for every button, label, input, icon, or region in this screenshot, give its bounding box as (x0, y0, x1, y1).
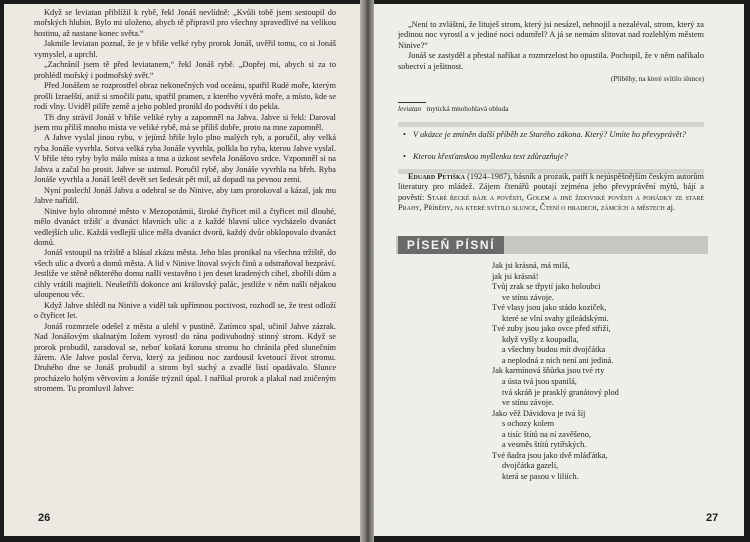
poem (492, 261, 619, 482)
section-heading: PÍSEŇ PÍSNÍ (398, 236, 504, 254)
poem-line: Jako věž Dávidova je tvá šíj (492, 408, 586, 418)
left-page (4, 4, 360, 536)
author-name: Eduard Petiška (408, 172, 466, 181)
poem-line: Tvé ňadra jsou jako dvě mláďátka, (492, 450, 608, 460)
question-item (403, 152, 699, 162)
page-number-right: 27 (706, 512, 719, 524)
paragraph: Nyní poslechl Jonáš Jahva a odebral se do Ninive, aby tam prorokoval a kázal, jak mu Jahve nařídil. (34, 185, 336, 206)
paragraph: Když Jahve shlédl na Ninive a viděl tak upřímnou poctivost, rozhodl se, že trest odloží o čtyřicet let. (34, 300, 336, 321)
paragraph: Jonáš rozmrzele odešel z města a ulehl v pustině. Zatímco spal, učinil Jahve zázrak. Nad Jonášovým skalnatým ložem vyrostl do rána podivuhodný stinný strom. Když se prorok probudil, zaradoval se, neboť košatá koruna stromu ho chránila před slunečním žárem. Ale Jahve poslal červa, který za jedinou noc zardousil kvetoucí život stromu. Druhého dne se Jonáš probudil a strom byl suchý a zvadlé listí opadávalo. Slunce procházelo holým větvovím a Jonáše trýznil úpal. I naříkal prorok a plakal nad zničeným stromem. Tu promluvil Jahve: (34, 321, 336, 394)
poem-line: ve stínu závoje. (502, 292, 554, 302)
poem-line: a tisíc štítů na ní zavěšeno, (502, 429, 591, 439)
paragraph: Ninive bylo ohromné město v Mezopotámii, široké čtyřicet mil a čtyřicet mil dlouhé, mělo dvanáct tržišť a dvanáct hlavních ulic a z každé hlavní ulice vycházelo dvanáct vedlejších ulic. Každá vedlejší ulice měla dvanáct dvorů, každý dvůr obklopovalo dvanáct domů. (34, 206, 336, 247)
poem-line: Jak karmínová šňůrka jsou tvé rty (492, 366, 605, 376)
page-number-left: 26 (38, 512, 51, 524)
paragraph: Tři dny strávil Jonáš v břiše veliké ryby a zapomněl na Jahva. Jahve si řekl: Daroval jsem mu příliš mnoho místa ve veliké rybě, má se příliš dobře, proto na mne zapomněl. (34, 112, 336, 132)
poem-line: jak jsi krásná! (492, 271, 539, 281)
book-spine (360, 0, 374, 542)
poem-line: když vyšly z koupadla, (502, 334, 579, 344)
poem-line: s ochozy kolem (502, 419, 555, 429)
bio-works: Staré řecké báje a pověsti, Golem a jiné židovské pověsti a pohádky ze staré Prahy, Příběhy, na které svítilo slunce, Čtení o hradech, zámcích a městech (398, 192, 704, 213)
poem-line: dvojčátka gazelí, (502, 461, 559, 471)
paragraph: Jonáš se zastyděl a přestal naříkat a rozmrzelost ho opustila. Pochopil, že v něm naříkalo sobectví a ješitnost. (398, 51, 704, 71)
gloss-definition: mytická mnohohlavá obluda (426, 105, 509, 113)
paragraph: Před Jonášem se rozprostřel obraz nekonečných vod oceánu, spatřil Rudé moře, kterým prošli Izraelští, aniž si smočili patu, spatřil pramen, z kterého vyvěrá moře, a místo, kde se rodí vlny. Uviděl pilíře země a jeho pohled pronikl do podsvětí i do pekla. (34, 81, 336, 112)
question-box (398, 122, 704, 174)
gloss-divider (398, 102, 426, 103)
poem-line: a neplodná z nich není ani jediná. (502, 355, 614, 365)
paragraph: „Zachránil jsem tě před leviatanem,“ řekl Jonáš rybě. „Dopřej mi, abych si za to prohlédl mořský i podmořský svět.“ (34, 60, 336, 80)
author-bio (398, 172, 704, 214)
story-ending (398, 20, 704, 85)
poem-line: a vesměs štítů rytířských. (502, 440, 587, 450)
poem-line: Tvé zuby jsou jako ovce před střiží, (492, 324, 611, 334)
bio-text: (1924–1987), básník a prozaik, patří k nejúspěšnějším českým autorům literatury pro mládež. Zájem čtenářů poutají zejména jeho převyprávění mýtů, bájí a pověstí: (398, 172, 704, 202)
question-text: V ukázce je zmíněn další příběh ze Starého zákona. Který? Umíte ho převyprávět? (413, 130, 686, 139)
right-page (374, 4, 744, 536)
poem-line: ve stínu závoje. (502, 398, 554, 408)
poem-line: Jak jsi krásná, má milá, (492, 261, 570, 270)
poem-line: tvá skráň je prasklý granátový plod (502, 387, 619, 397)
source-citation: (Příběhy, na které svítilo slunce) (610, 75, 704, 84)
paragraph: Jonáš vstoupil na tržiště a hlásal zkázu města. Jeho hlas pronikal na všechna tržiště, do všech ulic a dvorů a domů města. A lid v Ninive litoval svých činů a odstraňoval bezpráví. Jestliže ve stěně některého domu našli vestavěno i jen deset kradených cihel, zbořili dům a cihly vrátili majiteli. Neušetřili dokonce ani královský palác, jestliže v něm našli nějakou uloupenou věc. (34, 248, 336, 300)
poem-line: Tvůj zrak se třpytí jako holoubci (492, 282, 601, 292)
bullet-icon: • (403, 152, 406, 161)
glossary-note (398, 105, 508, 113)
story-text (34, 8, 336, 395)
paragraph: Jakmile leviatan poznal, že je v břiše velké ryby prorok Jonáš, uvěřil tomu, co si Jonáš vymyslel, a uprchl. (34, 39, 336, 59)
paragraph: „Není to zvláštní, že lituješ strom, který jsi nesázel, nehnojil a nezaléval, strom, který za jedinou noc vyrostl a v jediné noci odumřel? A já se nemám slitovat nad rozlehlým městem Ninive?“ (398, 20, 704, 50)
poem-line: a ústa tvá jsou spanilá, (502, 377, 577, 387)
question-text: Kterou křesťanskou myšlenku text zdůrazňuje? (413, 152, 568, 161)
bullet-icon: • (403, 130, 406, 139)
poem-line: která se pasou v liliích. (502, 471, 579, 481)
poem-line: které se vlní svahy gileádskými. (502, 313, 609, 323)
poem-line: a všechny budou mít dvojčátka (502, 345, 606, 355)
question-item (403, 130, 699, 140)
section-banner (396, 236, 708, 254)
gloss-term: leviatan (398, 105, 422, 113)
paragraph: A Jahve vyslal jinou rybu, v jejímž břiše bylo plno malých ryb, a poručil, aby velká ryba Jonáše vyvrhla. Sotva velká ryba Jonáše vyvrhla, polkla ho ryba, kterou Jahve vyslal. V břiše této ryby bylo málo místa a tma a úzkost sevřela Jonášovo srdce. Vzpomněl si na Jahva a začal ho prosit. Jahve se ustrnul. Poručil rybě, aby Jonáše vyvrhla na břeh. Ryba Jonáše vyvrhla a Jonáš letěl devět set šedesát pět mil, až dopadl na pevnou zemi. (34, 133, 336, 185)
poem-line: Tvé vlasy jsou jako stádo koziček, (492, 303, 607, 313)
bio-tail: aj. (664, 203, 676, 213)
paragraph: Když se leviatan přiblížil k rybě, řekl Jonáš nevlídně: „Kvůli tobě jsem sestoupil do mořských hlubin. Bylo mi uloženo, abych tě připravil pro všechny spravedlivé na velikou hostinu, až nastane konec světa.“ (34, 8, 336, 38)
